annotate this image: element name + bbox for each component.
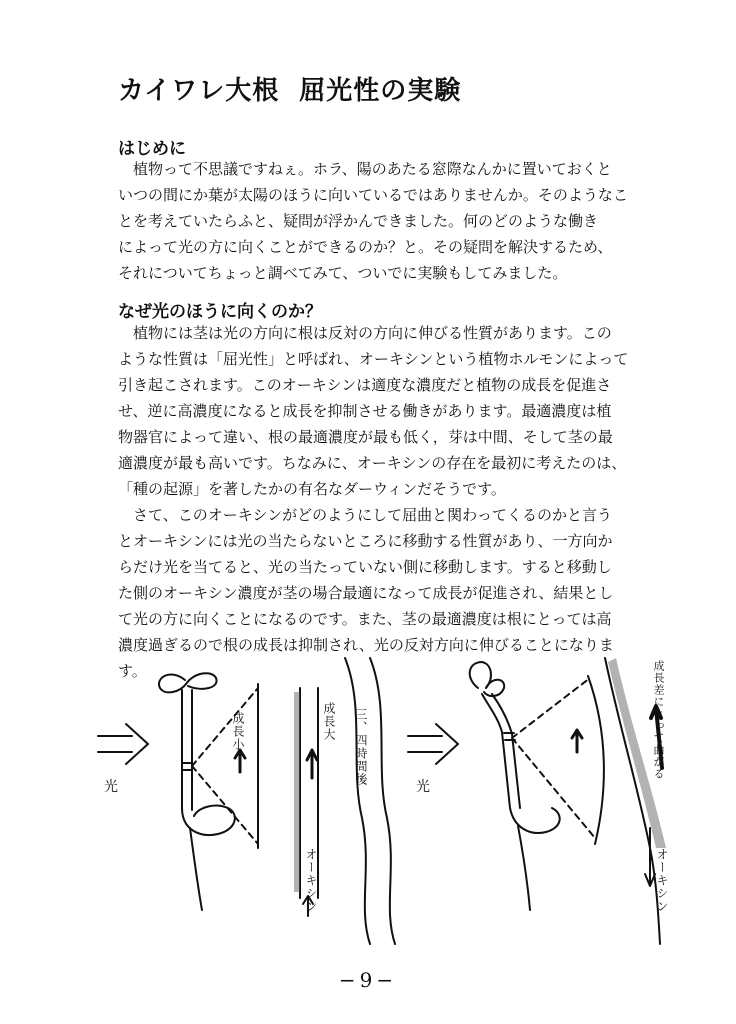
- section-heading-intro: はじめに: [118, 139, 186, 159]
- page-title: [118, 70, 461, 107]
- text-line: 適濃度が最も高いです。ちなみに、オーキシンの存在を最初に考えたのは、: [118, 454, 627, 472]
- auxin-label-left: オーキシン: [304, 848, 318, 913]
- figure-drawing: [90, 648, 710, 948]
- text-line: 濃度過ぎるので根の成長は抑制され、光の反対方向に伸びることになりま: [118, 636, 614, 654]
- paragraph-intro: [118, 156, 628, 286]
- time-label: 三、四時間後: [354, 708, 368, 786]
- light-arrow-icon: [98, 724, 148, 764]
- title-sub: 屈光性の実験: [299, 76, 462, 106]
- text-line: 「種の起源」を著したかの有名なダーウィンだそうです。: [118, 480, 506, 498]
- title-main: カイワレ大根: [118, 76, 280, 106]
- text-line: 植物には茎は光の方向に根は反対の方向に伸びる性質があります。この: [118, 324, 612, 342]
- time-band: [345, 658, 395, 944]
- sprout-straight-icon: [159, 673, 235, 910]
- text-line: さて、このオーキシンがどのようにして屈曲と関わってくるのかと言う: [118, 506, 613, 524]
- text-line: す。: [118, 662, 147, 680]
- text-line: それについてちょっと調べてみて、ついでに実験もしてみました。: [118, 264, 568, 282]
- growth-diff-label: 成長差によって曲がる: [652, 660, 665, 780]
- growth-arrow-icon: [572, 730, 582, 752]
- text-line: ような性質は「屈光性」と呼ばれ、オーキシンという植物ホルモンによって: [118, 350, 629, 368]
- light-label-left: 光: [104, 779, 118, 795]
- text-line: らだけ光を当てると、光の当たっていない側に移動します。すると移動し: [118, 558, 612, 576]
- phototropism-figure: [90, 648, 710, 948]
- auxin-label-right: オーキシン: [655, 848, 669, 913]
- light-cone-right: [512, 676, 604, 844]
- text-line: によって光の方に向くことができるのか？と。その疑問を解決するため、: [118, 238, 613, 256]
- text-line: いつの間にか葉が太陽のほうに向いているではありませんか。そのようなこ: [118, 186, 628, 204]
- text-line: 植物って不思議ですねぇ。ホラ、陽のあたる窓際なんかに置いておくと: [118, 160, 612, 178]
- light-label-right: 光: [416, 779, 430, 795]
- growth-large-label: 成長大: [322, 702, 336, 741]
- growth-arrow-icon: [235, 750, 245, 772]
- text-line: 引き起こされます。このオーキシンは適度な濃度だと植物の成長を促進さ: [118, 376, 612, 394]
- paragraph-why: [118, 320, 629, 684]
- text-line: て光の方に向くことになるのです。また、茎の最適濃度は根にとっては高: [118, 610, 612, 628]
- auxin-shading-left: [294, 692, 300, 892]
- light-cone-left: [192, 684, 258, 848]
- text-line: た側のオーキシン濃度が茎の場合最適になって成長が促進され、結果とし: [118, 584, 614, 602]
- text-line: 物器官によって違い、根の最適濃度が最も低く，芽は中間、そして茎の最: [118, 428, 613, 446]
- page-number: −9−: [338, 968, 398, 992]
- text-line: とオーキシンには光の当たらないところに移動する性質があり、一方向か: [118, 532, 613, 550]
- text-line: とを考えていたらふと、疑問が浮かんできました。何のどのような働き: [118, 212, 599, 230]
- light-arrow-icon: [408, 724, 458, 764]
- growth-small-label: 成長小: [231, 712, 245, 751]
- section-heading-why: なぜ光のほうに向くのか？: [118, 302, 322, 322]
- text-line: せ、逆に高濃度になると成長を抑制させる働きがあります。最適濃度は植: [118, 402, 612, 420]
- sprout-bent-icon: [470, 662, 560, 910]
